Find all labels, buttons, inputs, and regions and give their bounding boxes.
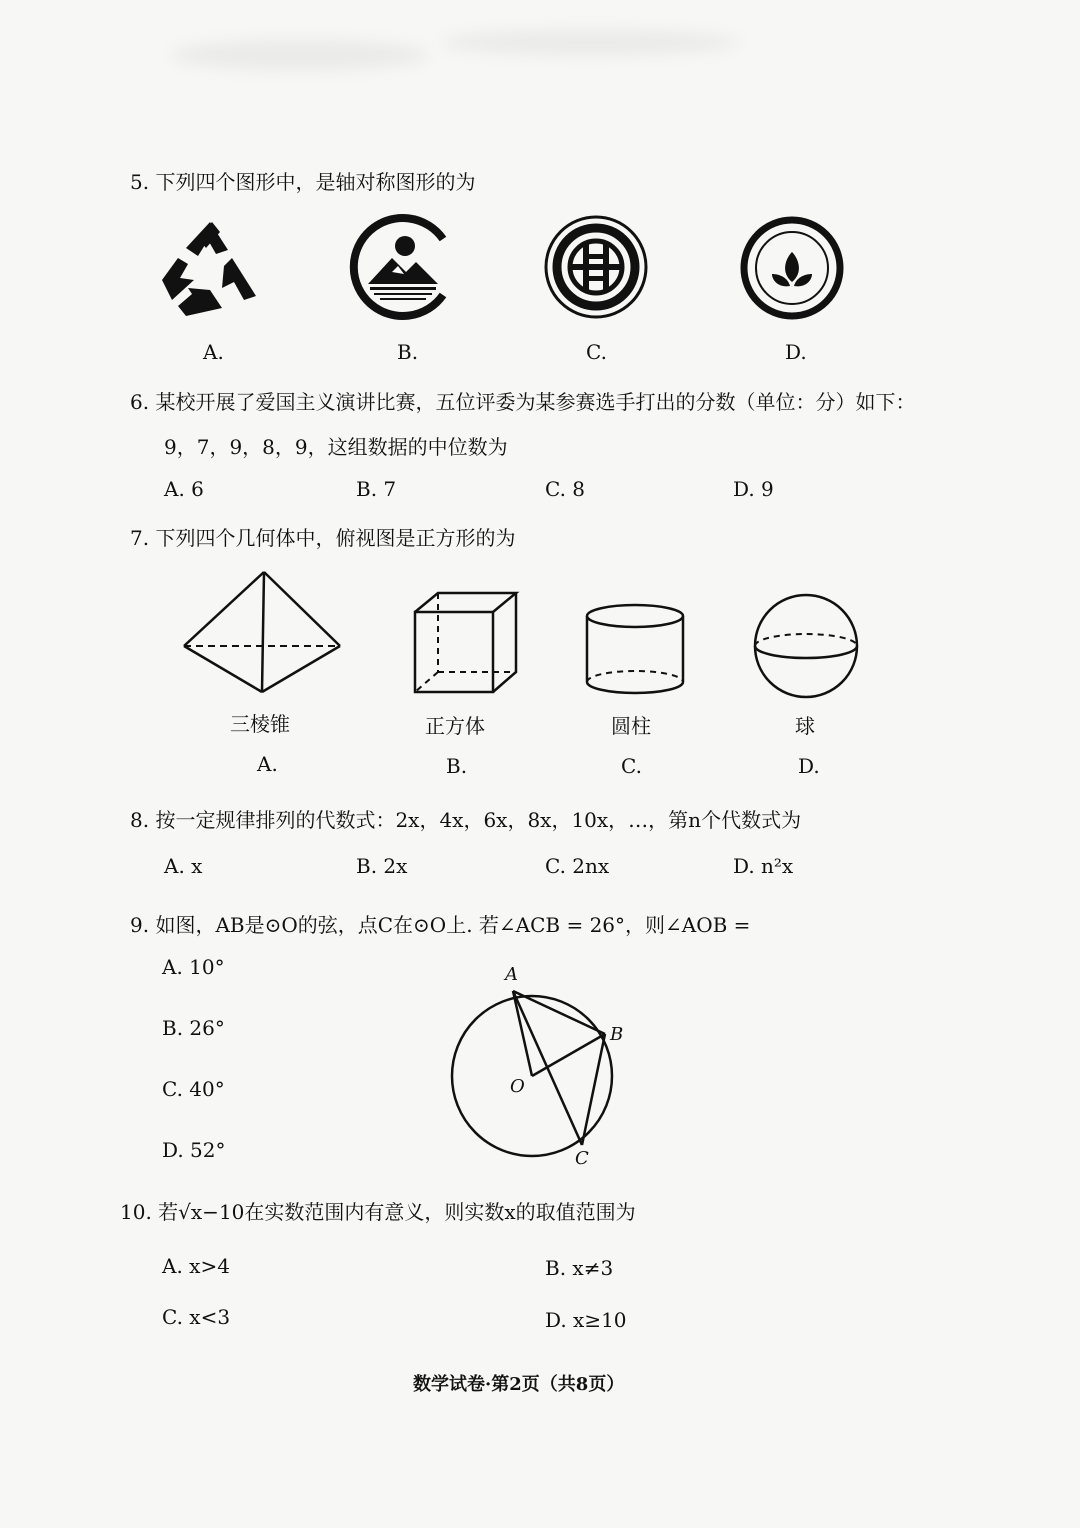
mountain-sun-icon (350, 214, 456, 320)
sphere-figure (752, 592, 860, 700)
q6-option-a[interactable]: A. 6 (164, 477, 204, 501)
point-label-b: B (610, 1024, 624, 1045)
q7-stem: 7. 下列四个几何体中，俯视图是正方形的为 (130, 526, 516, 550)
solid-label-sphere: 球 (795, 714, 815, 738)
q9-option-c[interactable]: C. 40° (162, 1077, 225, 1101)
q7-option-b[interactable]: B. (446, 754, 468, 778)
q5-option-a[interactable]: A. (203, 340, 224, 364)
recycle-icon (158, 218, 262, 322)
q6-stem-line1: 6. 某校开展了爱国主义演讲比赛，五位评委为某参赛选手打出的分数（单位：分）如下： (130, 390, 916, 414)
q10-option-d[interactable]: D. x≥10 (545, 1308, 627, 1332)
q6-option-c[interactable]: C. 8 (545, 477, 586, 501)
scan-smudge (170, 40, 430, 70)
q5-option-b[interactable]: B. (397, 340, 419, 364)
q9-stem: 9. 如图，AB是⊙O的弦，点C在⊙O上. 若∠ACB = 26°，则∠AOB = (130, 913, 751, 937)
q10-option-c[interactable]: C. x<3 (162, 1305, 231, 1329)
q10-option-b[interactable]: B. x≠3 (545, 1256, 614, 1280)
q9-option-a[interactable]: A. 10° (162, 955, 225, 979)
circle-chord-figure (420, 960, 650, 1170)
point-label-o: O (510, 1076, 525, 1097)
scan-smudge (440, 30, 740, 55)
q5-option-d[interactable]: D. (785, 340, 807, 364)
solid-label-cube: 正方体 (425, 714, 485, 738)
q10-stem: 10. 若√x−10在实数范围内有意义，则实数x的取值范围为 (120, 1200, 636, 1224)
q10-option-a[interactable]: A. x>4 (162, 1254, 230, 1278)
solid-label-cylinder: 圆柱 (611, 714, 651, 738)
q7-option-d[interactable]: D. (798, 754, 820, 778)
q7-option-a[interactable]: A. (257, 752, 278, 776)
q6-stem-line2: 9，7，9，8，9，这组数据的中位数为 (164, 435, 508, 459)
q8-option-a[interactable]: A. x (164, 854, 203, 878)
q8-option-c[interactable]: C. 2nx (545, 854, 610, 878)
point-label-a: A (505, 964, 518, 985)
q8-stem: 8. 按一定规律排列的代数式：2x，4x，6x，8x，10x，…，第n个代数式为 (130, 808, 802, 832)
q6-option-b[interactable]: B. 7 (356, 477, 397, 501)
q5-stem: 5. 下列四个图形中，是轴对称图形的为 (130, 170, 476, 194)
q8-option-b[interactable]: B. 2x (356, 854, 408, 878)
cylinder-figure (584, 602, 686, 698)
sprout-icon (738, 214, 846, 322)
cube-figure (412, 590, 520, 698)
page-footer: 数学试卷·第2页（共8页） (413, 1374, 625, 1395)
point-label-c: C (575, 1148, 589, 1169)
triangular-pyramid-figure (180, 568, 345, 698)
q9-option-d[interactable]: D. 52° (162, 1138, 226, 1162)
q8-option-d[interactable]: D. n²x (733, 854, 794, 878)
q5-option-c[interactable]: C. (586, 340, 607, 364)
q7-option-c[interactable]: C. (621, 754, 642, 778)
solid-label-pyramid: 三棱锥 (230, 712, 290, 736)
ring-emblem-icon (543, 214, 649, 320)
q9-option-b[interactable]: B. 26° (162, 1016, 225, 1040)
q6-option-d[interactable]: D. 9 (733, 477, 774, 501)
